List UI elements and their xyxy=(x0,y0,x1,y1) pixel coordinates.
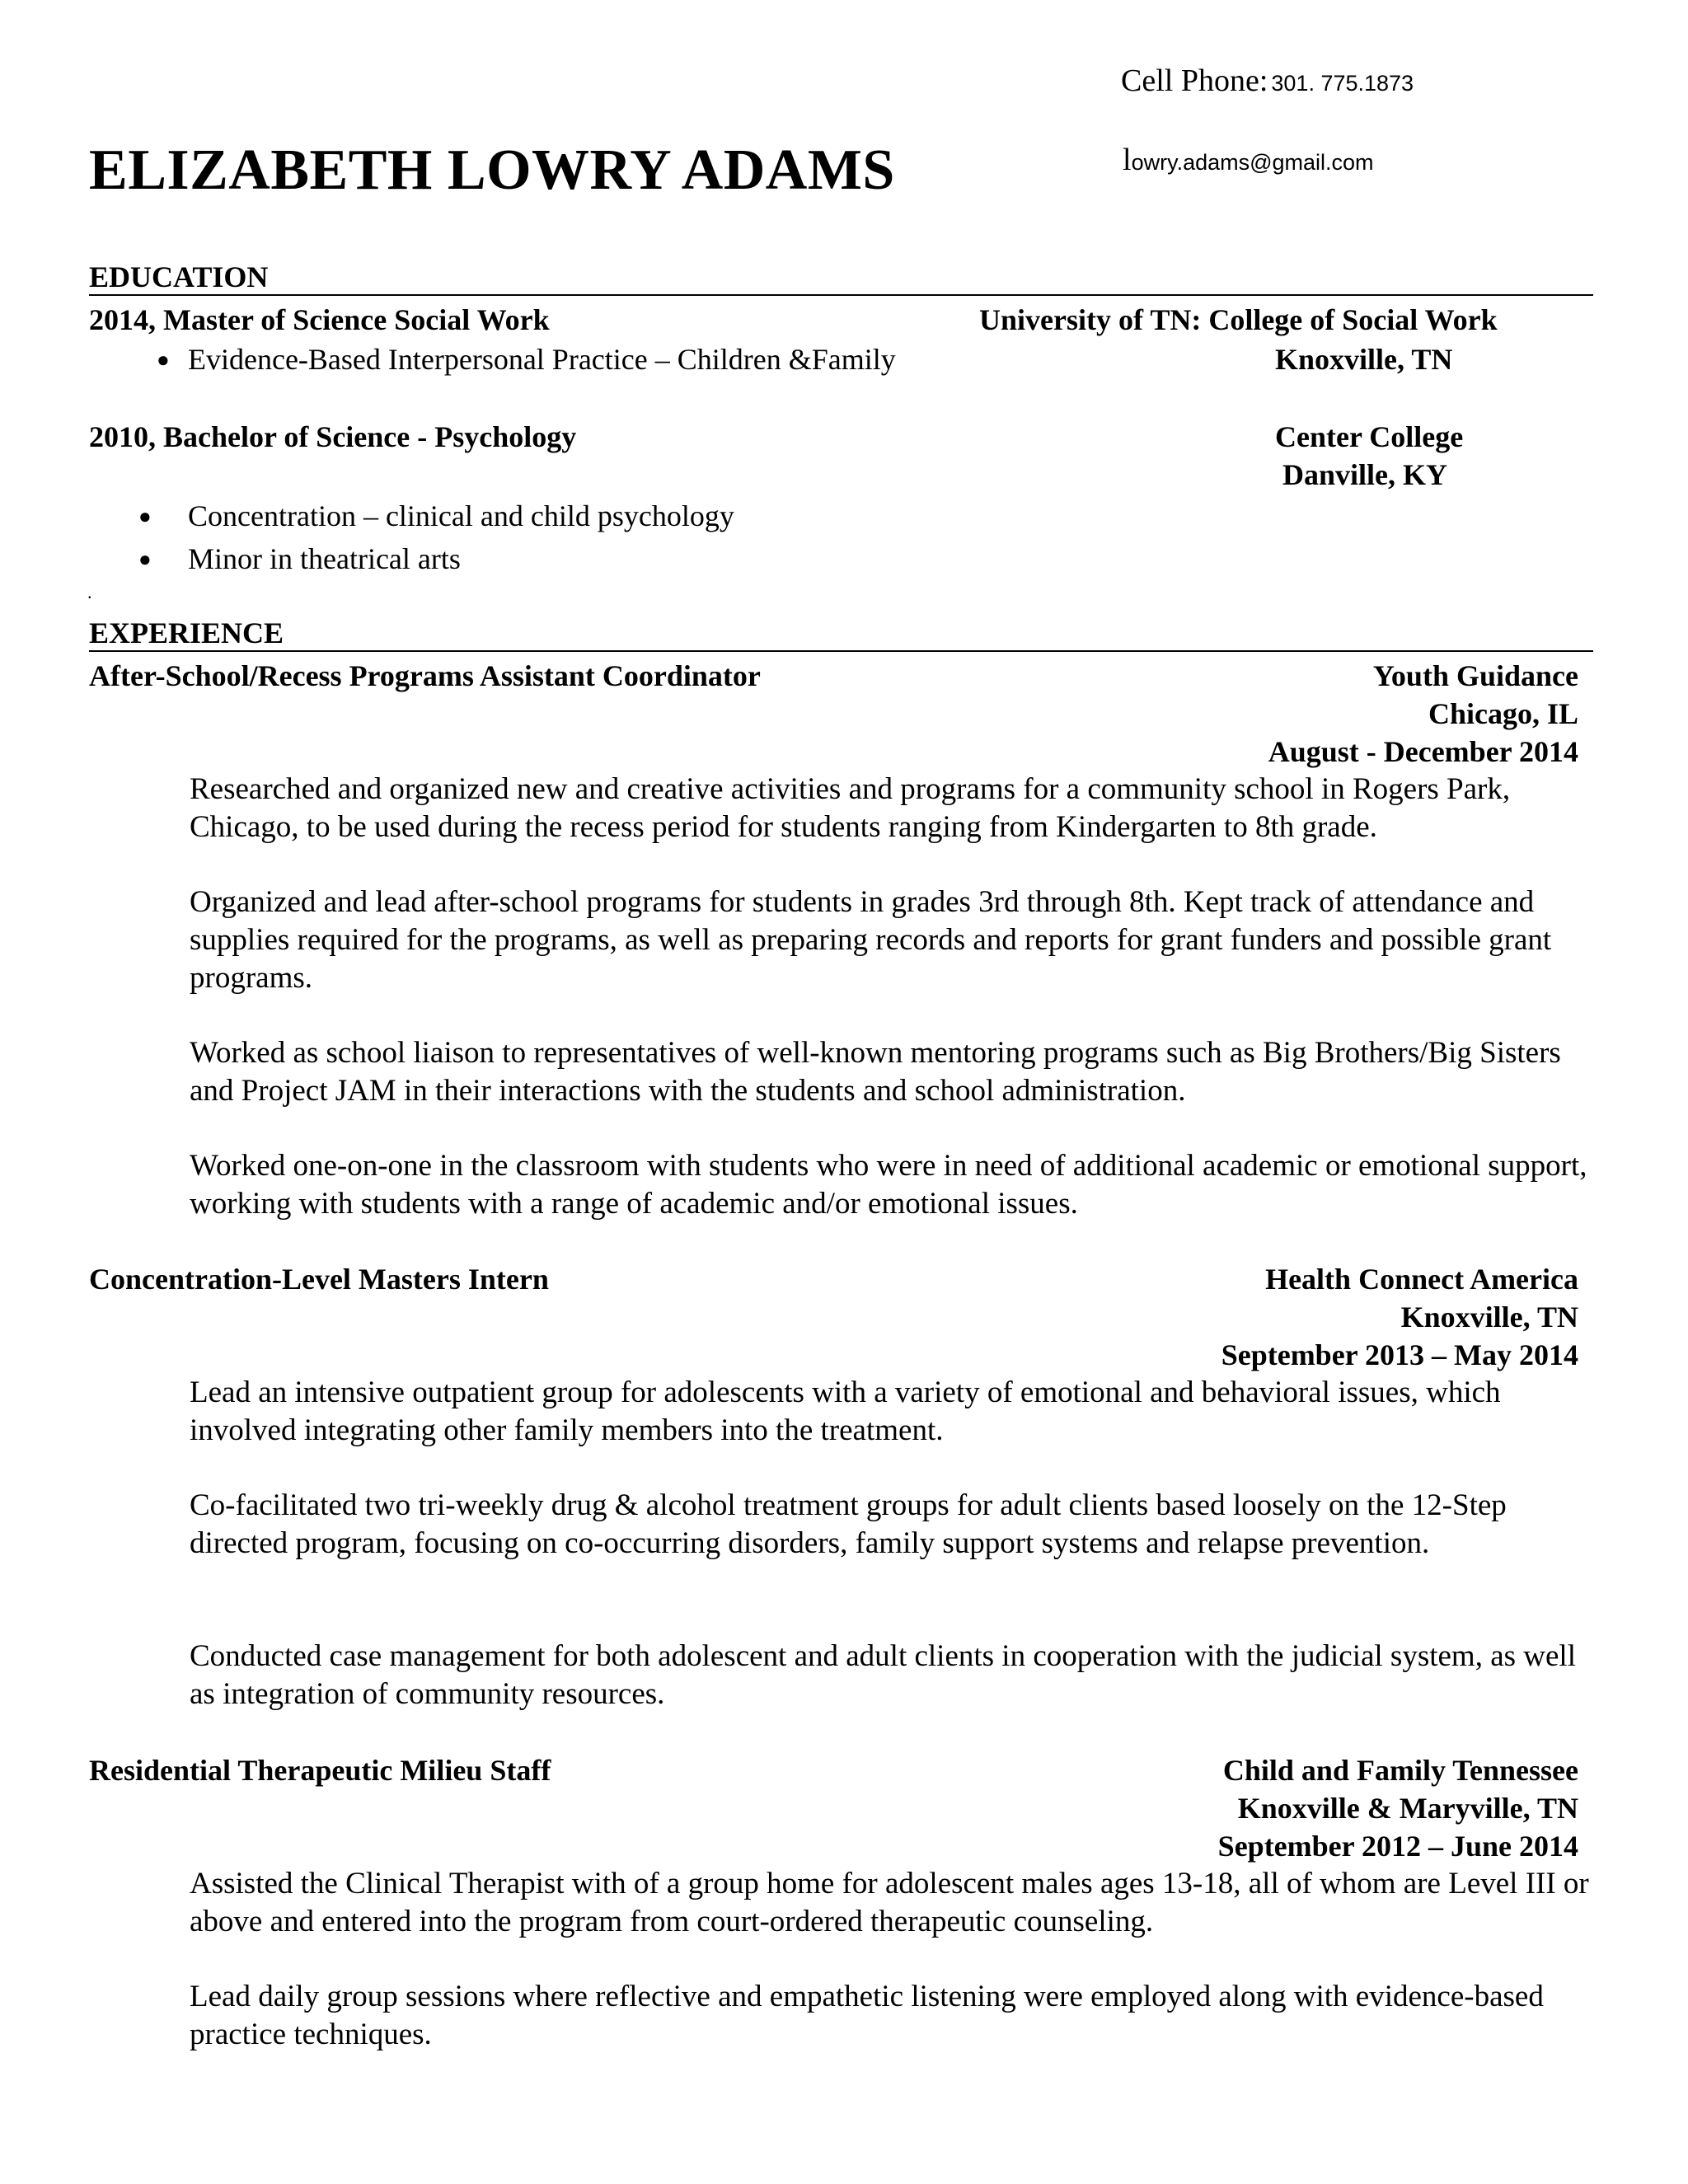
job-dates: September 2012 – June 2014 xyxy=(1217,1830,1578,1863)
bachelors-school: Center College xyxy=(1275,420,1464,453)
phone-label: Cell Phone: xyxy=(1121,63,1268,98)
masters-degree: 2014, Master of Science Social Work xyxy=(89,303,550,336)
bachelors-location: Danville, KY xyxy=(1282,458,1448,491)
email-address: owry.adams@gmail.com xyxy=(1131,150,1374,175)
job-description: Conducted case management for both adolescent and adult clients in cooperation with the judicial system, as well as integration of community resources. xyxy=(190,1639,1576,1711)
experience-rule xyxy=(89,650,1593,652)
job-dates: August - December 2014 xyxy=(1268,735,1578,768)
job-description: Assisted the Clinical Therapist with of a group home for adolescent males ages 13-18, all of whom are Level III or above and entered into the program from court-ordered therapeutic counseling. xyxy=(190,1867,1589,1938)
job-title: After-School/Recess Programs Assistant Coordinator xyxy=(89,659,761,692)
bullet-dot: ● xyxy=(138,547,152,571)
job-description: Lead an intensive outpatient group for adolescents with a variety of emotional and behavioral issues, which involved integrating other family members into the treatment. xyxy=(190,1376,1501,1447)
email-initial: l xyxy=(1123,143,1132,177)
candidate-name: ELIZABETH LOWRY ADAMS xyxy=(89,138,895,202)
education-heading: EDUCATION xyxy=(89,260,269,293)
bullet-dot: ● xyxy=(157,348,170,372)
bachelors-degree: 2010, Bachelor of Science - Psychology xyxy=(89,420,577,453)
masters-school: University of TN: College of Social Work xyxy=(979,303,1498,336)
job-title: Concentration-Level Masters Intern xyxy=(89,1263,549,1296)
experience-heading: EXPERIENCE xyxy=(89,616,284,649)
job-description: Co-facilitated two tri-weekly drug & alcohol treatment groups for adult clients based loosely on the 12-Step directed program, focusing on co-occurring disorders, family support systems and relapse prevention. xyxy=(190,1488,1507,1560)
job-description: Lead daily group sessions where reflective and empathetic listening were employed along with evidence-based practice techniques. xyxy=(190,1980,1544,2051)
job-org: Youth Guidance xyxy=(1372,659,1578,692)
job-description: Organized and lead after-school programs for students in grades 3rd through 8th. Kept track of attendance and supplies required for the programs, as well as preparing records and reports for grant funders and possible grant programs. xyxy=(190,885,1552,995)
masters-bullet: Evidence-Based Interpersonal Practice – Children &Family xyxy=(188,343,896,376)
job-location: Chicago, IL xyxy=(1428,697,1578,730)
job-description: Researched and organized new and creative activities and programs for a community school in Rogers Park, Chicago, to be used during the recess period for students ranging from Kindergarten to 8th grade. xyxy=(190,772,1511,844)
email-line xyxy=(1123,142,1374,178)
job-description: Worked one-on-one in the classroom with students who were in need of additional academic or emotional support, working with students with a range of academic and/or emotional issues. xyxy=(190,1149,1587,1221)
bachelors-bullet: Concentration – clinical and child psychology xyxy=(188,499,734,532)
job-description: Worked as school liaison to representatives of well-known mentoring programs such as Big Brothers/Big Sisters and Project JAM in their interactions with the students and school administration. xyxy=(190,1036,1561,1108)
job-location: Knoxville & Maryville, TN xyxy=(1237,1792,1578,1825)
bachelors-bullet: Minor in theatrical arts xyxy=(188,542,461,575)
job-title: Residential Therapeutic Milieu Staff xyxy=(89,1754,551,1787)
job-org: Child and Family Tennessee xyxy=(1222,1754,1578,1787)
education-rule xyxy=(89,294,1593,296)
stray-dot: . xyxy=(87,582,92,602)
job-org: Health Connect America xyxy=(1265,1263,1578,1296)
phone-number: 301. 775.1873 xyxy=(1271,71,1414,96)
masters-location: Knoxville, TN xyxy=(1275,343,1453,376)
phone-line xyxy=(1121,63,1414,99)
job-location: Knoxville, TN xyxy=(1400,1301,1578,1333)
job-dates: September 2013 – May 2014 xyxy=(1221,1338,1578,1371)
bullet-dot: ● xyxy=(138,504,152,528)
